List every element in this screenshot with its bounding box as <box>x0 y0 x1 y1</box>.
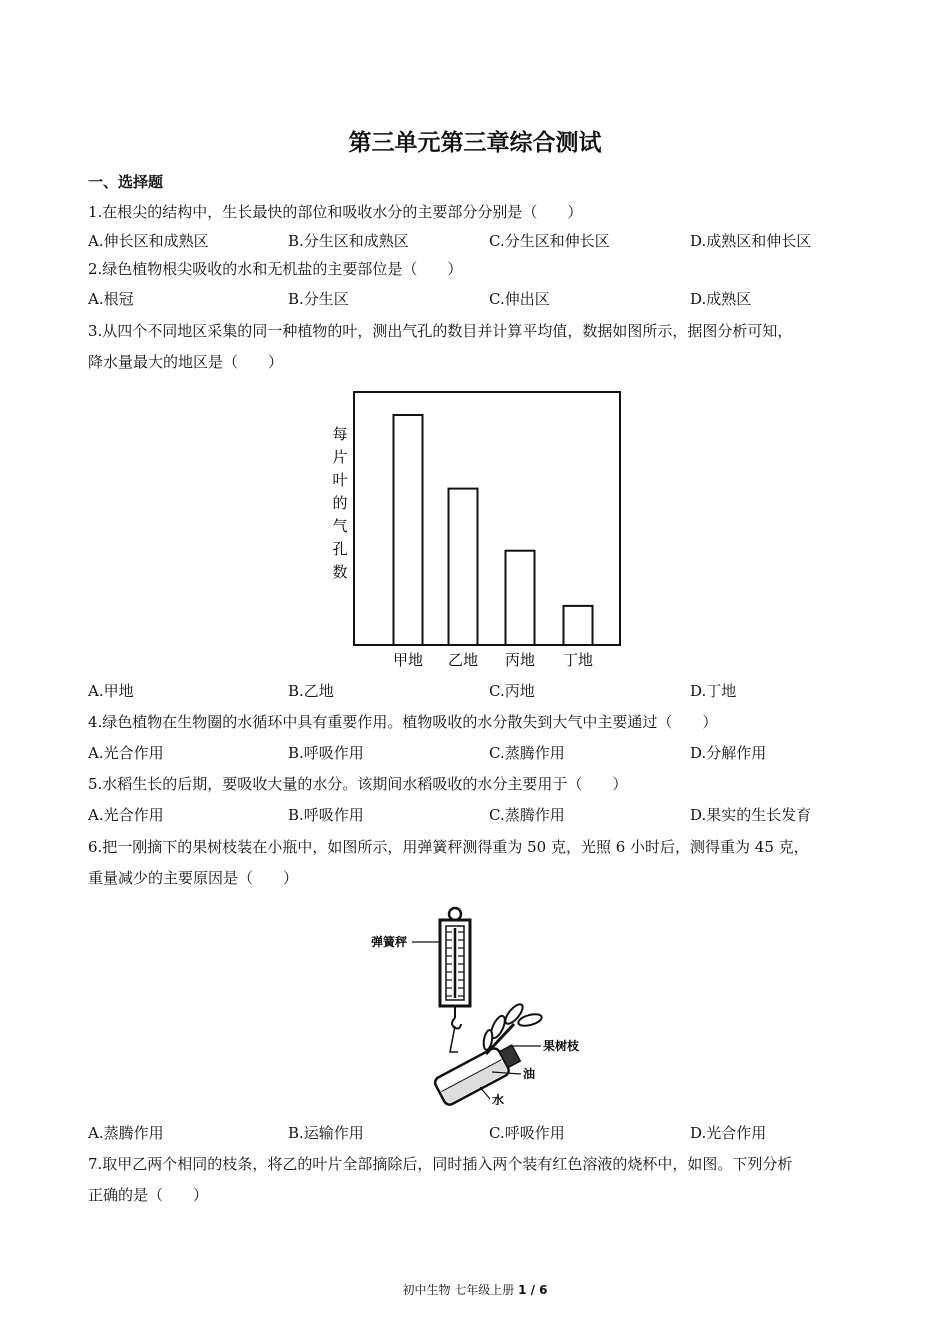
y-label-char: 每 <box>332 425 348 443</box>
q3-option-d: D.丁地 <box>690 682 737 700</box>
page-number: 1 / 6 <box>518 1283 548 1297</box>
q6-option-a: A.蒸腾作用 <box>88 1124 164 1142</box>
question-4-stem: 4.绿色植物在生物圈的水循环中具有重要作用。植物吸收的水分散失到大气中主要通过（ ） <box>88 713 718 731</box>
y-label-char: 气 <box>332 517 348 535</box>
y-label-char: 片 <box>332 448 348 466</box>
question-1-stem: 1.在根尖的结构中，生长最快的部位和吸收水分的主要部分分别是（ ） <box>88 203 583 221</box>
scale-ring <box>449 908 461 920</box>
q2-option-b: B.分生区 <box>288 290 349 308</box>
q6-option-b: B.运输作用 <box>288 1124 364 1142</box>
label-branch: 果树枝 <box>543 1039 580 1053</box>
page-footer <box>0 1281 950 1298</box>
category-label-4: 丁地 <box>562 651 594 669</box>
q3-option-a: A.甲地 <box>88 682 134 700</box>
q4-option-b: B.呼吸作用 <box>288 744 364 762</box>
q2-option-a: A.根冠 <box>88 290 134 308</box>
q6-option-d: D.光合作用 <box>690 1124 767 1142</box>
label-water: 水 <box>492 1093 505 1107</box>
label-spring-scale: 弹簧秤 <box>371 935 408 949</box>
bar-2 <box>449 489 478 645</box>
question-6-stem-line2: 重量减少的主要原因是（ ） <box>88 869 299 887</box>
q4-option-c: C.蒸腾作用 <box>489 744 565 762</box>
question-2-stem: 2.绿色植物根尖吸收的水和无机盐的主要部位是（ ） <box>88 260 463 278</box>
stomata-bar-chart <box>320 382 630 672</box>
q4-option-d: D.分解作用 <box>690 744 767 762</box>
q1-option-c: C.分生区和伸长区 <box>489 232 610 250</box>
question-3-stem-line1: 3.从四个不同地区采集的同一种植物的叶，测出气孔的数目并计算平均值，数据如图所示，据图分析可知， <box>88 322 793 340</box>
label-oil: 油 <box>523 1067 536 1081</box>
scale-hook <box>452 1018 461 1029</box>
page-title: 第三单元第三章综合测试 <box>348 130 602 156</box>
q5-option-c: C.蒸腾作用 <box>489 806 565 824</box>
section-title: 一、选择题 <box>88 173 164 191</box>
q2-option-c: C.伸出区 <box>489 290 550 308</box>
bar-1 <box>394 415 423 645</box>
question-5-stem: 5.水稻生长的后期，要吸收大量的水分。该期间水稻吸收的水分主要用于（ ） <box>88 775 628 793</box>
q4-option-a: A.光合作用 <box>88 744 164 762</box>
y-label-char: 孔 <box>332 540 348 558</box>
question-7-stem-line2: 正确的是（ ） <box>88 1186 209 1204</box>
question-7-stem-line1: 7.取甲乙两个相同的枝条，将乙的叶片全部摘除后，同时插入两个装有红色溶液的烧杯中，如图。下列分析 <box>88 1155 793 1173</box>
footer-text: 初中生物 七年级上册 <box>402 1283 519 1297</box>
bar-3 <box>506 551 535 645</box>
y-axis-label <box>332 425 347 581</box>
q3-option-c: C.丙地 <box>489 682 535 700</box>
y-label-char: 叶 <box>332 471 348 489</box>
y-label-char: 数 <box>332 563 348 581</box>
bar-4 <box>564 606 593 645</box>
q1-option-d: D.成熟区和伸长区 <box>690 232 812 250</box>
q5-option-d: D.果实的生长发育 <box>690 806 812 824</box>
spring-scale-figure <box>366 902 596 1112</box>
category-label-1: 甲地 <box>392 651 424 669</box>
q1-option-b: B.分生区和成熟区 <box>288 232 409 250</box>
question-6-stem-line1: 6.把一刚摘下的果树枝装在小瓶中，如图所示，用弹簧秤测得重为 50 克，光照 6 小时后，测得重为 45 克， <box>88 838 809 856</box>
q1-option-a: A.伸长区和成熟区 <box>88 232 209 250</box>
q5-option-b: B.呼吸作用 <box>288 806 364 824</box>
category-label-3: 丙地 <box>504 651 536 669</box>
y-label-char: 的 <box>332 494 348 512</box>
q5-option-a: A.光合作用 <box>88 806 164 824</box>
q6-option-c: C.呼吸作用 <box>489 1124 565 1142</box>
category-label-2: 乙地 <box>447 651 479 669</box>
q3-option-b: B.乙地 <box>288 682 334 700</box>
question-3-stem-line2: 降水量最大的地区是（ ） <box>88 353 284 371</box>
q2-option-d: D.成熟区 <box>690 290 752 308</box>
